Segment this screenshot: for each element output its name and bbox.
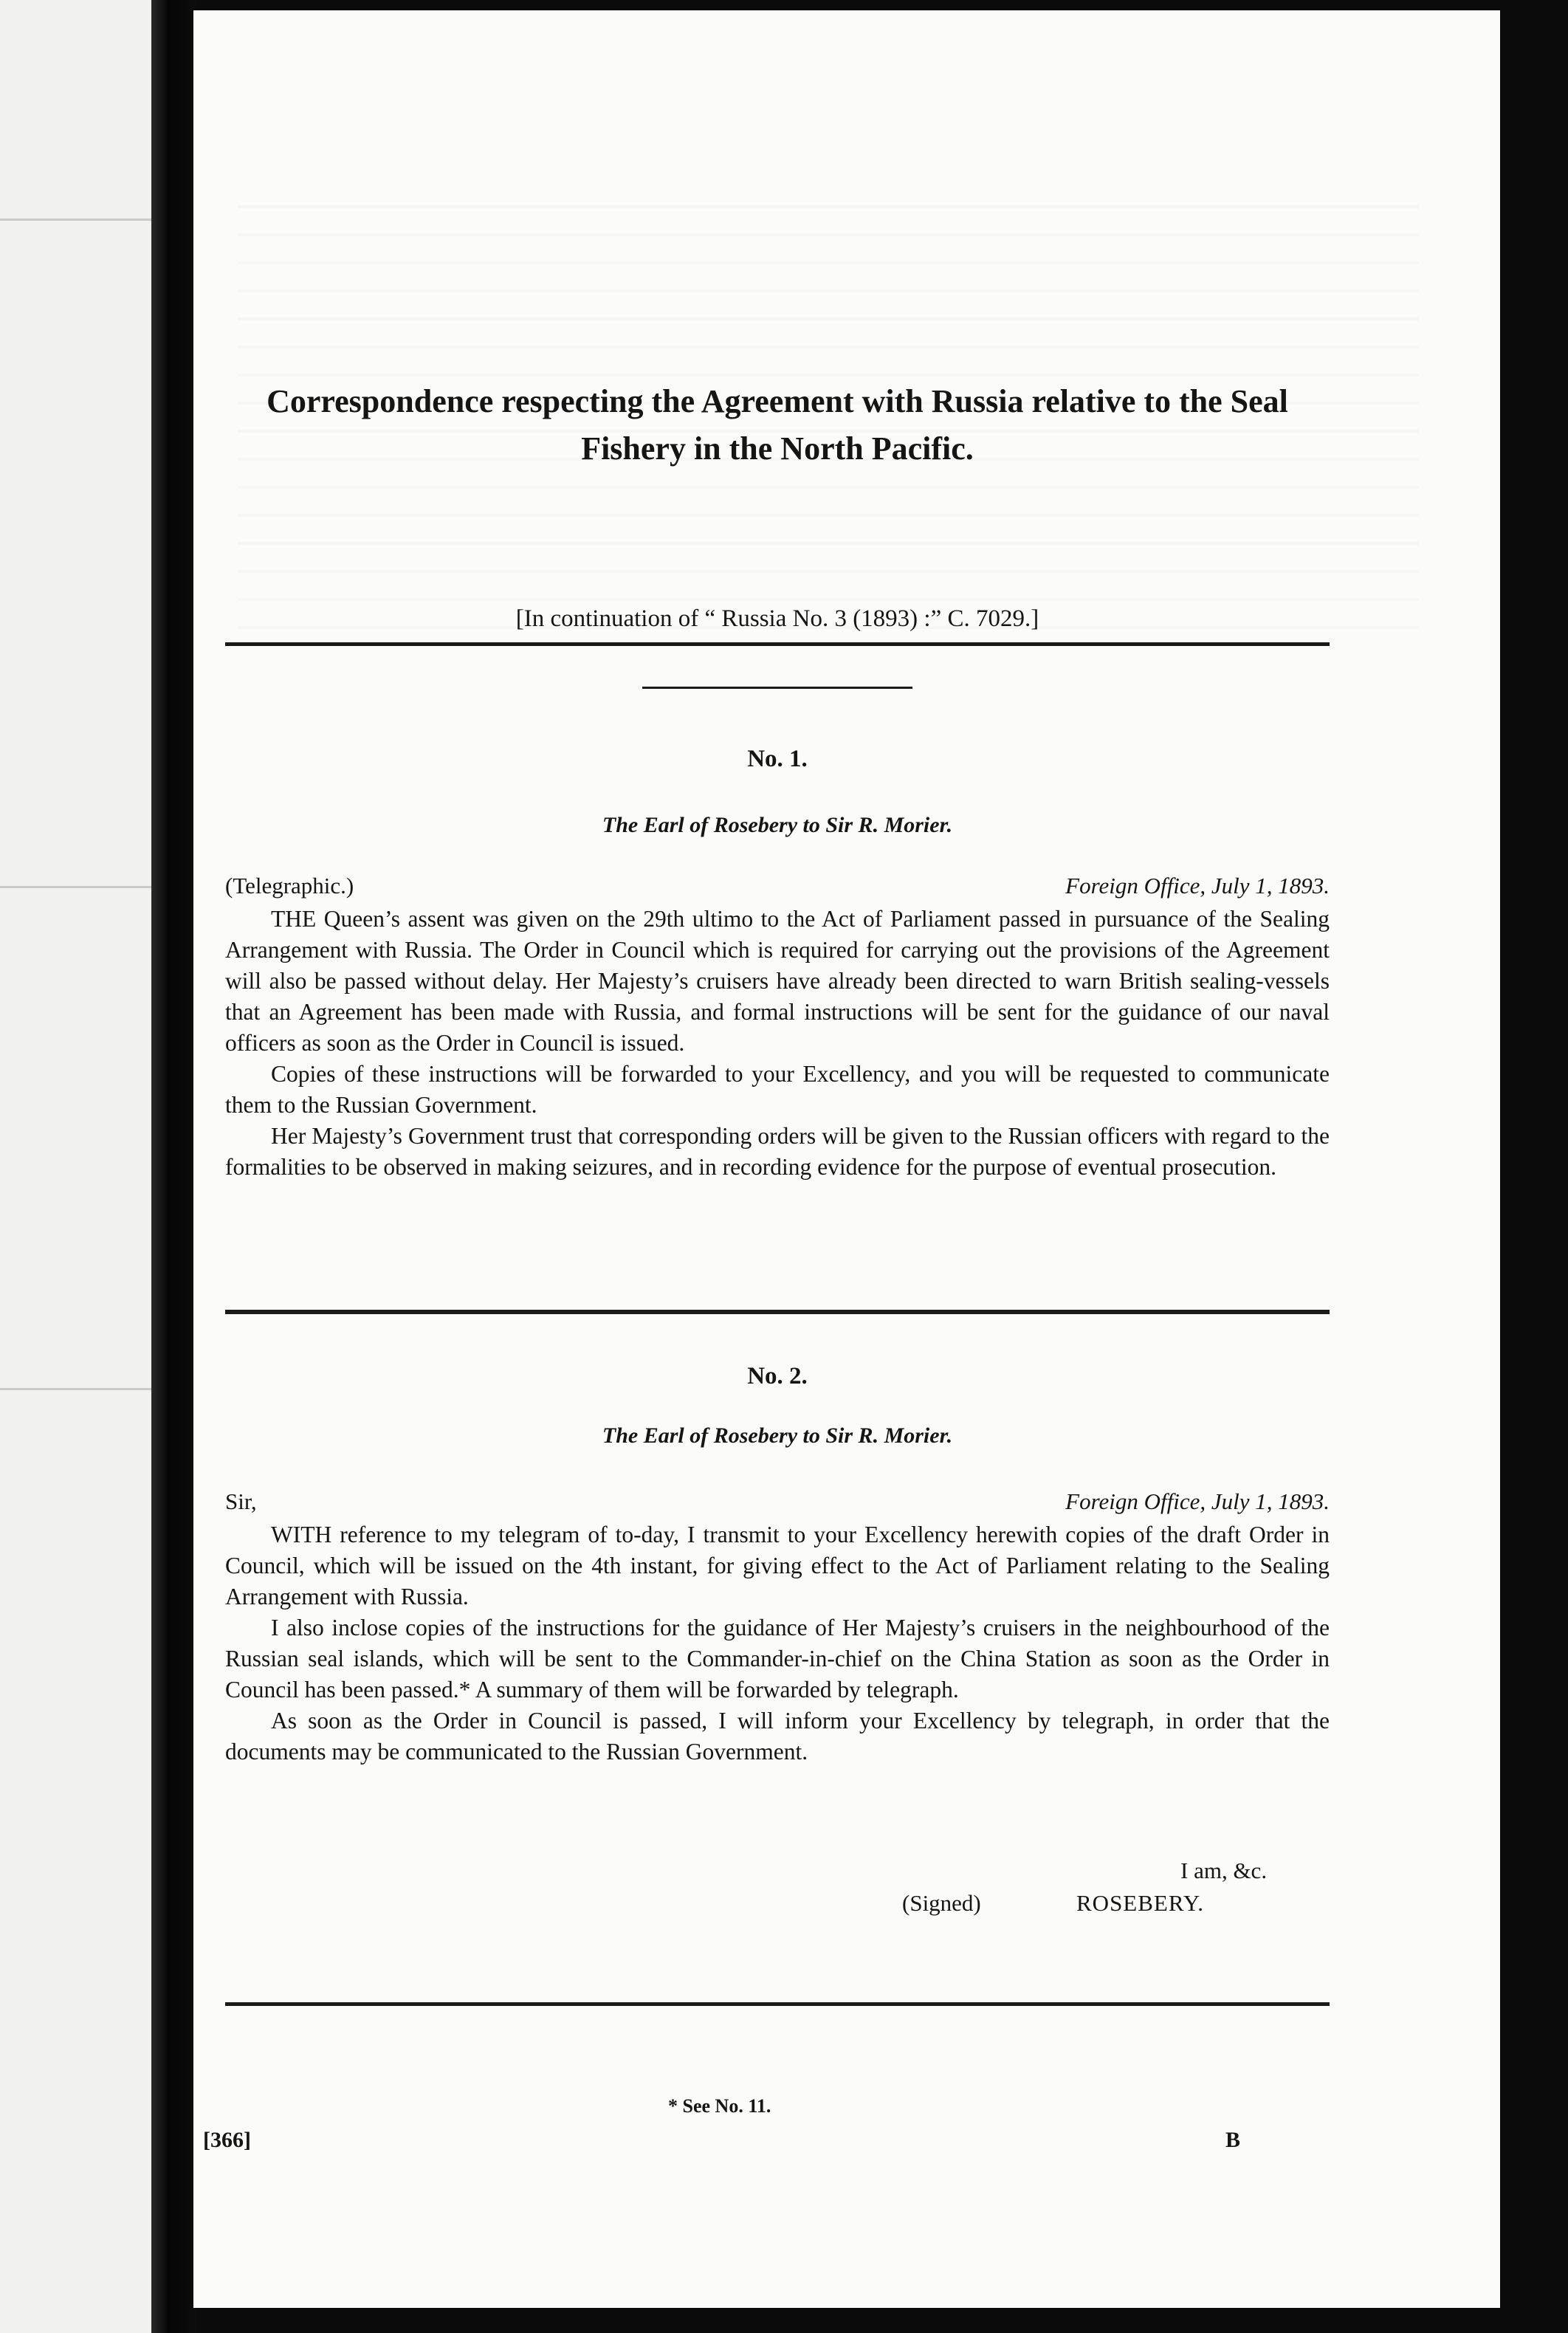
letter-number: No. 2. bbox=[747, 1363, 808, 1389]
signature-mark: B bbox=[1225, 2128, 1241, 2152]
letter-place-date: Foreign Office, July 1, 1893. bbox=[1065, 873, 1330, 899]
paragraph: Her Majesty’s Government trust that corresponding orders will be given to the Russian officers with regard to the formalities to be observed in making seizures, and in recording evidence for the purpose of eventual prosecution. bbox=[225, 1123, 1330, 1180]
document-page bbox=[193, 10, 1500, 2308]
signature: ROSEBERY. bbox=[1076, 1890, 1204, 1916]
letter-salutation: (Telegraphic.) bbox=[225, 873, 354, 899]
paragraph: I also inclose copies of the instructions for the guidance of Her Majesty’s cruisers in the neighbourhood of the Russian seal islands, which will be sent to the Commander-in-chief on the China Station as soon as the Order in Council has been passed.* A summary of them will be forwarded by telegraph. bbox=[225, 1615, 1330, 1702]
letter-number: No. 1. bbox=[747, 746, 808, 772]
letter-closing: I am, &c. bbox=[1180, 1858, 1268, 1883]
letter-heading: The Earl of Rosebery to Sir R. Morier. bbox=[602, 813, 953, 837]
title-rule bbox=[225, 642, 1330, 646]
print-number: [366] bbox=[203, 2128, 251, 2152]
short-divider bbox=[642, 687, 912, 689]
document-subtitle: [In continuation of “ Russia No. 3 (1893) :” C. 7029.] bbox=[515, 605, 1039, 632]
letter-salutation: Sir, bbox=[225, 1488, 257, 1514]
paragraph: As soon as the Order in Council is passed, I will inform your Excellency by telegraph, in order that the documents may be communicated to the Russian Government. bbox=[225, 1708, 1330, 1765]
document-title: Correspondence respecting the Agreement with Russia relative to the Seal Fishery in the North Pacific. bbox=[267, 383, 1288, 467]
letter-header-row bbox=[225, 1488, 1330, 1515]
previous-page-edge bbox=[0, 0, 174, 2333]
letter-divider bbox=[225, 1310, 1330, 1314]
edge-rule bbox=[0, 219, 174, 221]
paragraph: THE Queen’s assent was given on the 29th ultimo to the Act of Parliament passed in pursuance of the Sealing Arrangement with Russia. The Order in Council which is required for carrying out the provisions of the Agreement will also be passed without delay. Her Majesty’s cruisers have already been directed to warn British sealing-vessels that an Agreement has been made with Russia, and formal instructions will be sent for the guidance of our naval officers as soon as the Order in Council is issued. bbox=[225, 906, 1330, 1056]
letter-header-row bbox=[225, 873, 1330, 899]
letter-body bbox=[225, 904, 1330, 1183]
book-spine bbox=[151, 0, 196, 2333]
paragraph: WITH reference to my telegram of to-day, I transmit to your Excellency herewith copies of the draft Order in Council, which will be issued on the 4th instant, for giving effect to the Act of Parliament relating to the Sealing Arrangement with Russia. bbox=[225, 1522, 1330, 1609]
footnote: * See No. 11. bbox=[668, 2095, 771, 2117]
paragraph: Copies of these instructions will be forwarded to your Excellency, and you will be requested to communicate them to the Russian Government. bbox=[225, 1061, 1330, 1118]
letter-heading: The Earl of Rosebery to Sir R. Morier. bbox=[602, 1423, 953, 1448]
edge-rule bbox=[0, 1388, 174, 1390]
signed-label: (Signed) bbox=[902, 1890, 981, 1916]
letter-place-date: Foreign Office, July 1, 1893. bbox=[1065, 1488, 1330, 1514]
edge-rule bbox=[0, 886, 174, 888]
letter-body bbox=[225, 1519, 1330, 1767]
footnote-rule bbox=[225, 2002, 1330, 2006]
